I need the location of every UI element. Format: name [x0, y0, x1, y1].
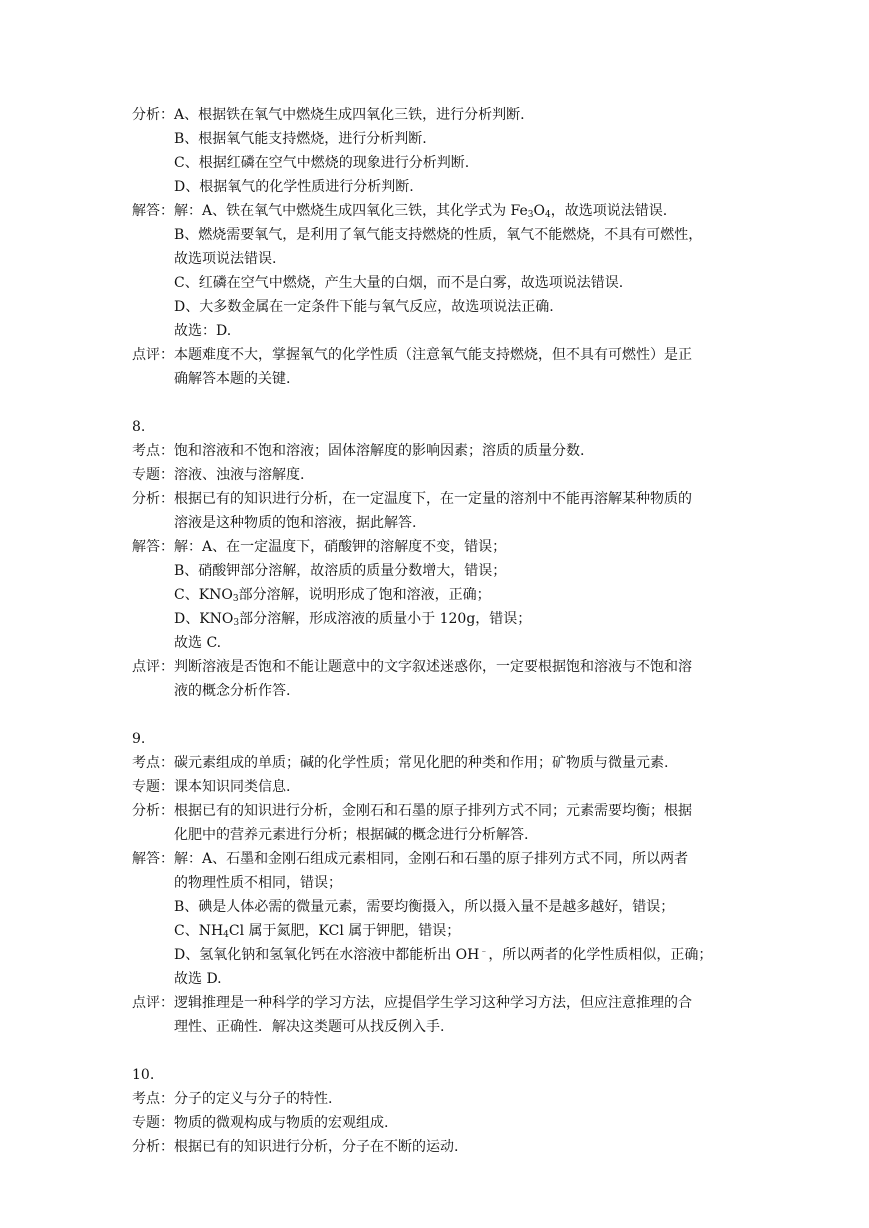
key-point-label: 考点： [132, 755, 174, 771]
q9-answer-b: B、碘是人体必需的微量元素，需要均衡摄入，所以摄入量不是越多越好，错误； [174, 899, 675, 915]
comment-label: 点评： [132, 659, 174, 675]
analysis-label: 分析： [132, 1139, 174, 1155]
q9-answer-d: D、氢氧化钠和氢氧化钙在水溶液中都能析出 OH﹣，所以两者的化学性质相似，正确； [174, 947, 713, 963]
analysis-label: 分析： [132, 803, 174, 819]
q7-analysis-d: D、根据氧气的化学性质进行分析判断. [174, 179, 414, 195]
q7-answer-choice: 故选：D. [174, 323, 232, 339]
q8-answer-choice: 故选 C. [174, 635, 222, 651]
q9-analysis: 分析：根据已有的知识进行分析，金刚石和石墨的原子排列方式不同；元素需要均衡；根据 [132, 803, 692, 819]
q8-answer-d: D、$KNO_3$部分溶解，形成溶液的质量小于 120g，错误； [174, 611, 532, 628]
q7-answer-d: D、大多数金属在一定条件下能与氧气反应，故选项说法正确. [174, 299, 554, 315]
q10-number: 10. [132, 1067, 155, 1083]
q7-answer-a: 解答：解：A、铁在氧气中燃烧生成四氧化三铁，其化学式为 $Fe_3O_4$，故选项说法错误. [132, 203, 668, 220]
q10-topic: 专题：物质的微观构成与物质的宏观组成. [132, 1115, 389, 1131]
q9-answer-c: C、$NH_4Cl$ 属于氮肥，KCl 属于钾肥，错误； [174, 923, 461, 940]
comment-label: 点评： [132, 995, 174, 1011]
q9-analysis-cont: 化肥中的营养元素进行分析；根据碱的概念进行分析解答. [174, 827, 529, 843]
q8-topic: 专题：溶液、浊液与溶解度. [132, 467, 305, 483]
q9-comment-cont: 理性、正确性．解决这类题可从找反例入手. [174, 1019, 445, 1035]
answer-label: 解答： [132, 203, 174, 219]
q8-comment: 点评：判断溶液是否饱和不能让题意中的文字叙述迷惑你，一定要根据饱和溶液与不饱和溶 [132, 659, 692, 675]
analysis-label: 分析： [132, 107, 174, 123]
q9-answer-a-cont: 的物理性质不相同，错误； [174, 875, 342, 891]
q9-number: 9. [132, 731, 146, 747]
q8-comment-cont: 液的概念分析作答. [174, 683, 291, 699]
q8-answer-c: C、$KNO_3$部分溶解，说明形成了饱和溶液，正确； [174, 587, 491, 604]
q7-comment: 点评：本题难度不大，掌握氧气的化学性质（注意氧气能支持燃烧，但不具有可燃性）是正 [132, 347, 692, 363]
key-point-label: 考点： [132, 1091, 174, 1107]
q8-analysis-cont: 溶液是这种物质的饱和溶液，据此解答. [174, 515, 417, 531]
q7-comment-cont: 确解答本题的关键. [174, 371, 291, 387]
q10-analysis: 分析：根据已有的知识进行分析，分子在不断的运动. [132, 1139, 459, 1155]
q7-analysis-c: C、根据红磷在空气中燃烧的现象进行分析判断. [174, 155, 470, 171]
q8-answer-b: B、硝酸钾部分溶解，故溶质的质量分数增大，错误； [174, 563, 507, 579]
comment-label: 点评： [132, 347, 174, 363]
analysis-label: 分析： [132, 491, 174, 507]
q9-topic: 专题：课本知识同类信息. [132, 779, 291, 795]
q7-analysis-a: 分析：A、根据铁在氧气中燃烧生成四氧化三铁，进行分析判断. [132, 107, 525, 123]
topic-label: 专题： [132, 779, 174, 795]
q9-key-point: 考点：碳元素组成的单质；碱的化学性质；常见化肥的种类和作用；矿物质与微量元素. [132, 755, 669, 771]
q9-answer-a: 解答：解：A、石墨和金刚石组成元素相同，金刚石和石墨的原子排列方式不同，所以两者 [132, 851, 689, 867]
answer-label: 解答： [132, 851, 174, 867]
q8-analysis: 分析：根据已有的知识进行分析，在一定温度下，在一定量的溶剂中不能再溶解某种物质的 [132, 491, 692, 507]
key-point-label: 考点： [132, 443, 174, 459]
q9-comment: 点评：逻辑推理是一种科学的学习方法，应提倡学生学习这种学习方法，但应注意推理的合 [132, 995, 692, 1011]
topic-label: 专题： [132, 1115, 174, 1131]
q10-key-point: 考点：分子的定义与分子的特性. [132, 1091, 333, 1107]
q9-answer-choice: 故选 D. [174, 971, 222, 987]
answer-label: 解答： [132, 539, 174, 555]
q8-answer-a: 解答：解：A、在一定温度下，硝酸钾的溶解度不变，错误； [132, 539, 507, 555]
q7-answer-c: C、红磷在空气中燃烧，产生大量的白烟，而不是白雾，故选项说法错误. [174, 275, 624, 291]
q7-answer-b-cont: 故选项说法错误. [174, 251, 277, 267]
q8-key-point: 考点：饱和溶液和不饱和溶液；固体溶解度的影响因素；溶质的质量分数. [132, 443, 585, 459]
q7-answer-b: B、燃烧需要氧气，是利用了氧气能支持燃烧的性质，氧气不能燃烧，不具有可燃性， [174, 227, 703, 243]
topic-label: 专题： [132, 467, 174, 483]
q8-number: 8. [132, 419, 146, 435]
q7-analysis-b: B、根据氧气能支持燃烧，进行分析判断. [174, 131, 427, 147]
